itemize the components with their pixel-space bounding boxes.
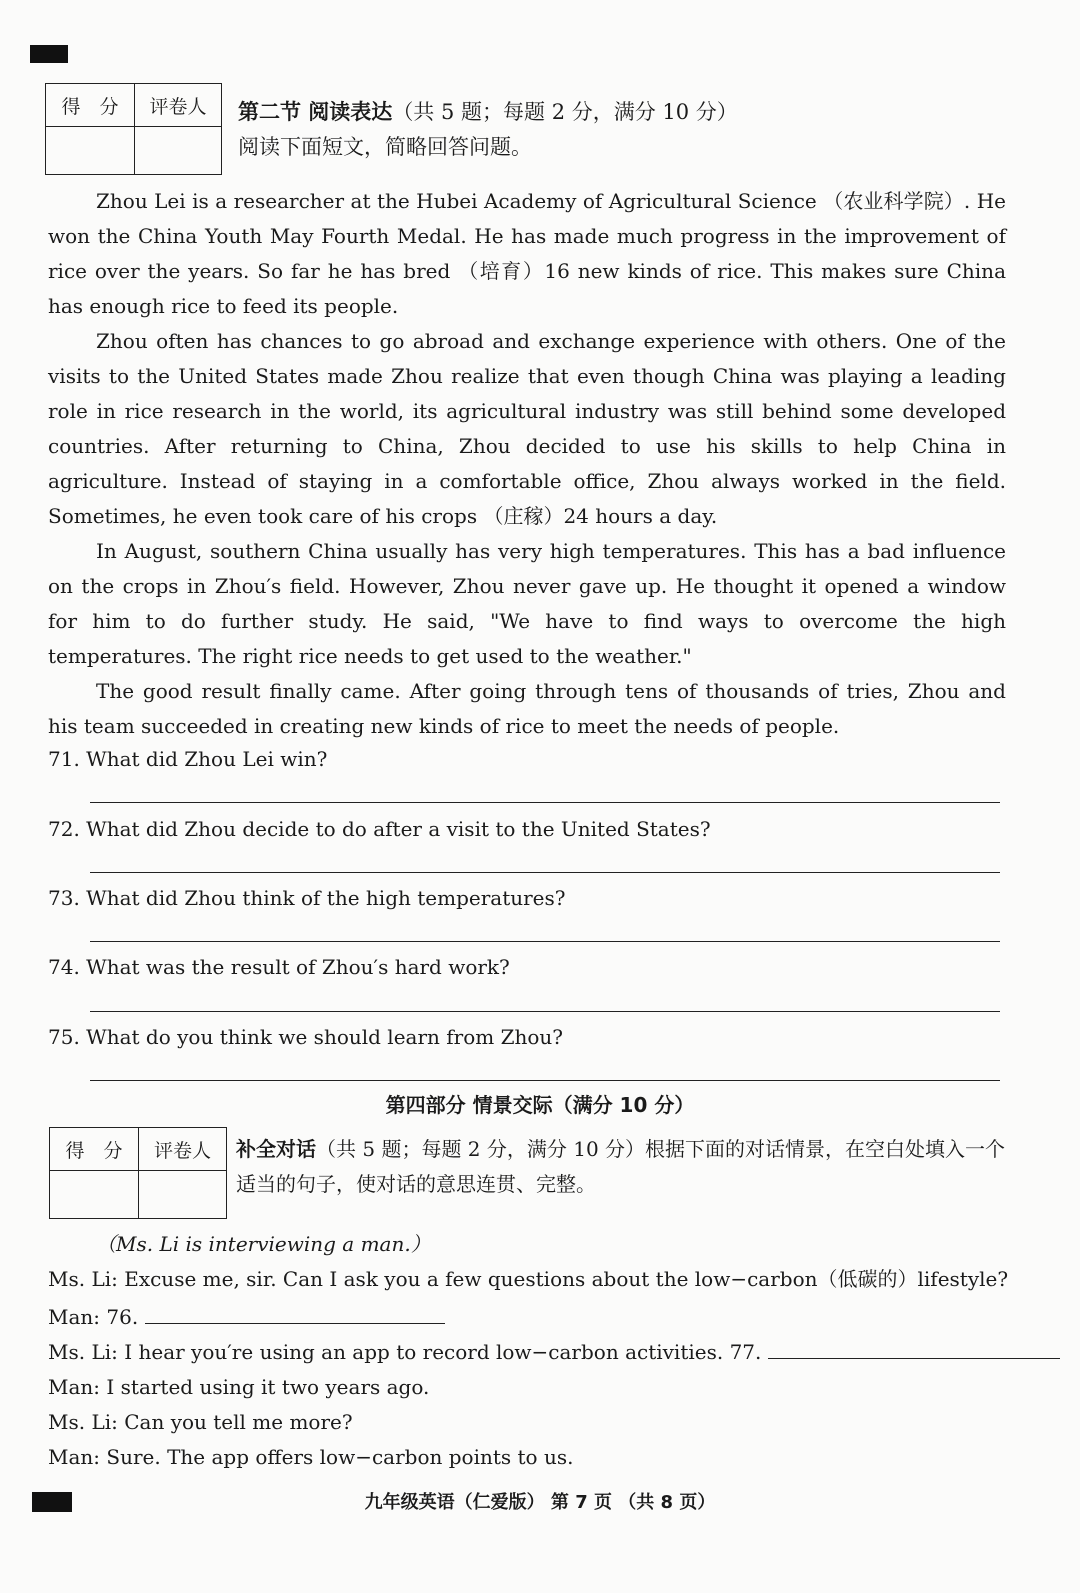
corner-mark-top	[30, 45, 68, 63]
dialogue-line-2	[48, 1301, 445, 1332]
question-75: 75. What do you think we should learn from Zhou?	[48, 1025, 564, 1049]
question-73: 73. What did Zhou think of the high temperatures?	[48, 886, 566, 910]
part4-title: 第四部分 情景交际（满分 10 分）	[385, 1093, 695, 1117]
part4-instruction: （共 5 题；每题 2 分，满分 10 分）根据下面的对话情景，在空白处填入一个适当的句子，使对话的意思连贯、完整。	[236, 1137, 1006, 1196]
score-box-part4	[49, 1127, 227, 1219]
grader-label: 评卷人	[135, 84, 222, 127]
dialogue-line-2-text: Man: 76.	[48, 1305, 139, 1329]
answer-blank-76[interactable]	[145, 1301, 445, 1324]
passage-paragraph-2: Zhou often has chances to go abroad and exchange experience with others. One of the visits to the United States made Zhou realize that even though China was playing a leading role in rice research in the world, its agricultural industry was still behind some developed countries. After returning to China, Zhou decided to use his skills to help China in agriculture. Instead of staying in a comfortable office, Zhou always worked in the field. Sometimes, he even took care of his crops （庄稼）24 hours a day.	[48, 329, 1006, 528]
score-label: 得 分	[50, 1128, 139, 1171]
question-71: 71. What did Zhou Lei win?	[48, 747, 328, 771]
dialogue-line-1: Ms. Li: Excuse me, sir. Can I ask you a few questions about the low−carbon（低碳的）lifestyle?	[48, 1267, 1009, 1291]
grader-label: 评卷人	[139, 1128, 227, 1171]
page-footer: 九年级英语（仁爱版） 第 7 页 （共 8 页）	[364, 1492, 716, 1513]
dialogue-scene: （Ms. Li is interviewing a man.）	[96, 1232, 431, 1256]
answer-line-72[interactable]	[90, 872, 1000, 873]
answer-line-75[interactable]	[90, 1080, 1000, 1081]
section2-header	[238, 95, 738, 165]
score-label: 得 分	[46, 84, 135, 127]
dialogue-line-3	[48, 1336, 1060, 1367]
score-box-section2	[45, 83, 222, 175]
reading-passage	[48, 184, 1006, 744]
answer-line-73[interactable]	[90, 941, 1000, 942]
dialogue-line-3-text: Ms. Li: I hear you′re using an app to record low−carbon activities. 77.	[48, 1340, 762, 1364]
dialogue-line-5: Ms. Li: Can you tell me more?	[48, 1410, 353, 1434]
question-72: 72. What did Zhou decide to do after a visit to the United States?	[48, 817, 711, 841]
passage-paragraph-3: In August, southern China usually has very high temperatures. This has a bad influence on the crops in Zhou′s field. However, Zhou never gave up. He thought it opened a window for him to do further study. He said, "We have to find ways to overcome the high temperatures. The right rice needs to get used to the weather."	[48, 539, 1006, 668]
passage-paragraph-1: Zhou Lei is a researcher at the Hubei Academy of Agricultural Science （农业科学院）. He won the China Youth May Fourth Medal. He has made much progress in the improvement of rice over the years. So far he has bred （培育）16 new kinds of rice. This makes sure China has enough rice to feed its people.	[48, 189, 1006, 318]
answer-line-74[interactable]	[90, 1011, 1000, 1012]
answer-blank-77[interactable]	[768, 1336, 1060, 1359]
question-74: 74. What was the result of Zhou′s hard work?	[48, 955, 510, 979]
section2-title-note: （共 5 题；每题 2 分，满分 10 分）	[392, 100, 738, 124]
grader-cell[interactable]	[139, 1171, 227, 1219]
score-cell[interactable]	[46, 127, 135, 175]
dialogue-line-6: Man: Sure. The app offers low−carbon points to us.	[48, 1445, 574, 1469]
grader-cell[interactable]	[135, 127, 222, 175]
dialogue-line-4: Man: I started using it two years ago.	[48, 1375, 430, 1399]
part4-instruction-block	[236, 1132, 1006, 1202]
section2-title: 第二节 阅读表达	[238, 100, 393, 124]
score-cell[interactable]	[50, 1171, 139, 1219]
passage-paragraph-4: The good result finally came. After going through tens of thousands of tries, Zhou and his team succeeded in creating new kinds of rice to meet the needs of people.	[48, 679, 1006, 738]
part4-task-name: 补全对话	[236, 1137, 316, 1161]
section2-instruction: 阅读下面短文，简略回答问题。	[238, 135, 532, 159]
answer-line-71[interactable]	[90, 802, 1000, 803]
